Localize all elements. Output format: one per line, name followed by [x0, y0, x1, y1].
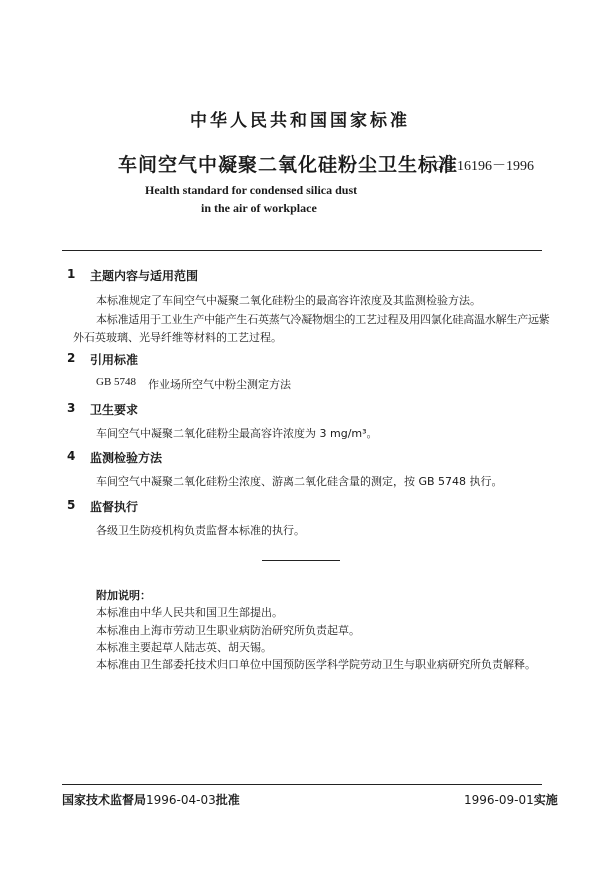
section-4-number: 4: [67, 449, 76, 463]
section-5-text: 各级卫生防疫机构负责监督本标准的执行。: [96, 524, 305, 537]
appendix-line-3: 本标准主要起草人陆志英、胡天锡。: [96, 641, 272, 654]
section-1-paragraph-1: 本标准规定了车间空气中凝聚二氧化硅粉尘的最高容许浓度及其监测检验方法。: [96, 294, 481, 307]
header-divider: [62, 250, 542, 251]
reference-title: 作业场所空气中粉尘测定方法: [148, 378, 291, 391]
effective-line: [464, 791, 558, 808]
effective-suffix: 实施: [533, 793, 558, 807]
standard-title-en-line2: in the air of workplace: [201, 201, 317, 215]
section-4-text: 车间空气中凝聚二氧化硅粉尘浓度、游离二氧化硅含量的测定，按 GB 5748 执行。: [96, 475, 503, 488]
national-standard-heading: 中华人民共和国国家标准: [190, 111, 410, 131]
approval-org: 国家技术监督局: [62, 793, 147, 807]
approval-line: [62, 791, 240, 808]
appendix-line-2: 本标准由上海市劳动卫生职业病防治研究所负责起草。: [96, 624, 360, 637]
section-2-heading: 引用标准: [90, 353, 139, 367]
section-3-heading: 卫生要求: [90, 403, 139, 417]
section-4-heading: 监测检验方法: [90, 451, 163, 465]
standard-title-cn: 车间空气中凝聚二氧化硅粉尘卫生标准: [118, 154, 459, 176]
reference-code: GB 5748: [96, 376, 137, 388]
end-of-text-rule: [262, 560, 340, 561]
appendix-line-4: 本标准由卫生部委托技术归口单位中国预防医学科学院劳动卫生与职业病研究所负责解释。: [96, 658, 536, 671]
section-3-text: 车间空气中凝聚二氧化硅粉尘最高容许浓度为 3 mg/m³。: [96, 427, 378, 440]
appendix-line-1: 本标准由中华人民共和国卫生部提出。: [96, 606, 283, 619]
gb-number: GB 16196－1996: [434, 159, 534, 174]
section-2-number: 2: [67, 351, 76, 365]
section-1-paragraph-2: 本标准适用于工业生产中能产生石英蒸气冷凝物烟尘的工艺过程及用四氯化硅高温水解生产远紫: [96, 313, 550, 326]
approval-suffix: 批准: [215, 793, 240, 807]
standard-title-en-line1: Health standard for condensed silica dust: [145, 183, 358, 197]
section-1-number: 1: [67, 267, 76, 281]
section-5-heading: 监督执行: [90, 500, 139, 514]
approval-date: 1996-04-03: [146, 793, 216, 807]
appendix-title: 附加说明：: [96, 589, 151, 602]
footer-divider: [62, 784, 542, 785]
section-1-paragraph-3: 外石英玻璃、光导纤维等材料的工艺过程。: [73, 331, 282, 344]
section-5-number: 5: [67, 498, 76, 512]
section-3-number: 3: [67, 401, 76, 415]
section-1-heading: 主题内容与适用范围: [90, 269, 199, 283]
effective-date: 1996-09-01: [464, 793, 534, 807]
